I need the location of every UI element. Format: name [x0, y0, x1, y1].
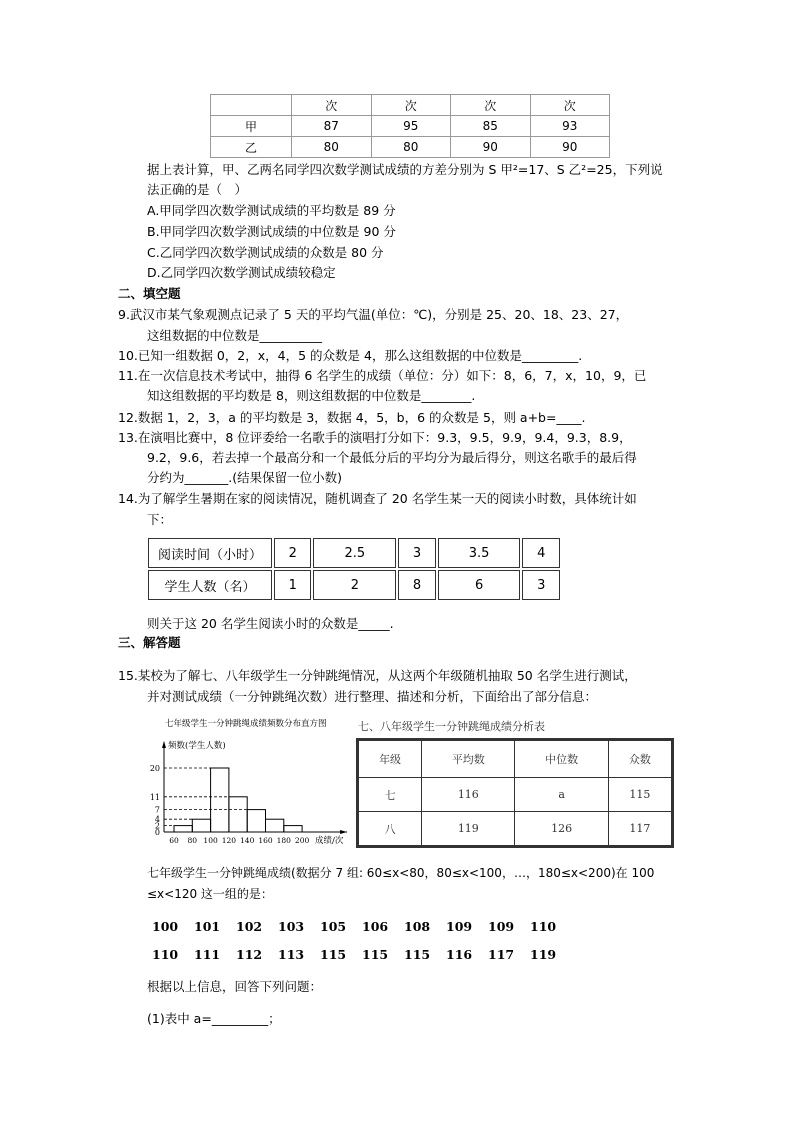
y-tick-label: 11: [149, 792, 160, 802]
histogram-bar: [247, 810, 265, 832]
histogram-chart: [140, 710, 355, 850]
data-value: 102: [236, 919, 263, 934]
data-row: [152, 946, 572, 964]
data-value: 109: [488, 919, 515, 934]
section-heading: 二、填空题: [118, 286, 181, 301]
data-value: 101: [194, 919, 221, 934]
data-value: 115: [404, 947, 431, 962]
data-value: 110: [152, 947, 179, 962]
y-axis-label: 频数(学生人数): [168, 741, 226, 751]
q8-text: 法正确的是（ ）: [147, 182, 248, 197]
data-value: 115: [320, 947, 347, 962]
q12: 12.数据 1，2，3，a 的平均数是 3，数据 4，5，b，6 的众数是 5，则 a+b=____.: [118, 410, 586, 425]
q10: 10.已知一组数据 0，2，x，4，5 的众数是 4，那么这组数据的中位数是_________.: [118, 348, 583, 363]
q9: 这组数据的中位数是__________: [147, 328, 323, 343]
q15-text: 七年级学生一分钟跳绳成绩(数据分 7 组: 60≤x<80，80≤x<100，…，180≤x<200)在 100: [147, 866, 655, 880]
data-value: 115: [362, 947, 389, 962]
data-value: 109: [446, 919, 473, 934]
q15: 15.某校为了解七、八年级学生一分钟跳绳情况，从这两个年级随机抽取 50 名学生进行测试，: [118, 668, 637, 683]
q11: 知这组数据的平均数是 8，则这组数据的中位数是________.: [147, 388, 476, 403]
q14-tail: 则关于这 20 名学生阅读小时的众数是_____.: [147, 616, 394, 631]
y-tick-label: 7: [154, 805, 160, 815]
y-tick-label: 2: [154, 821, 160, 831]
q8-option-a: A.甲同学四次数学测试成绩的平均数是 89 分: [147, 203, 396, 218]
histogram-bar: [266, 819, 284, 832]
x-tick-label: 120: [221, 836, 237, 845]
q15-ask: 根据以上信息，回答下列问题：: [147, 979, 323, 994]
chart-title: 七年级学生一分钟跳绳成绩频数分布直方图: [165, 719, 327, 729]
y-axis-arrow: [162, 741, 166, 748]
x-axis-arrow: [340, 830, 347, 834]
x-tick-label: 100: [203, 836, 218, 845]
y-tick-label: 4: [154, 815, 160, 825]
x-tick-label: 60: [169, 836, 179, 845]
q8-option-c: C.乙同学四次数学测试成绩的众数是 80 分: [147, 245, 384, 260]
score-table: 次 次 次 次 甲 87 95 85 93 乙 80 80 90 90: [210, 94, 610, 158]
histogram-bar: [211, 768, 229, 832]
data-value: 111: [194, 947, 221, 962]
y-tick-label: 0: [154, 828, 160, 837]
q14: 下：: [147, 512, 173, 527]
q14: 14.为了解学生暑期在家的阅读情况，随机调查了 20 名学生某一天的阅读小时数，具体统计如: [118, 491, 637, 506]
histogram-bar: [229, 797, 247, 832]
x-tick-label: 200: [294, 836, 310, 845]
reading-table: 阅读时间（小时） 2 2.5 3 3.5 4 学生人数（名） 1 2 8 6 3: [146, 536, 562, 602]
x-tick-label: 140: [240, 836, 255, 845]
data-value: 116: [446, 947, 473, 962]
data-value: 105: [320, 919, 347, 934]
analysis-table-title: 七、八年级学生一分钟跳绳成绩分析表: [358, 720, 545, 733]
q9: 9.武汉市某气象观测点记录了 5 天的平均气温(单位：℃)，分别是 25、20、18、23、27，: [118, 307, 629, 322]
data-value: 100: [152, 919, 179, 934]
q15-text: ≤x<120 这一组的是：: [147, 887, 273, 901]
data-value: 106: [362, 919, 389, 934]
histogram-bar: [284, 826, 302, 832]
q13: 9.2，9.6，若去掉一个最高分和一个最低分后的平均分为最后得分，则这名歌手的最后得: [147, 450, 637, 465]
data-value: 108: [404, 919, 431, 934]
section-heading: 三、解答题: [118, 635, 181, 650]
data-value: 112: [236, 947, 263, 962]
q15-part1: (1)表中 a=_________；: [147, 1011, 281, 1026]
q8-text: 据上表计算，甲、乙两名同学四次数学测试成绩的方差分别为 S 甲²=17、S 乙²=25，下列说: [147, 162, 663, 177]
data-value: 119: [530, 947, 557, 962]
q8-option-d: D.乙同学四次数学测试成绩较稳定: [147, 265, 336, 280]
x-tick-label: 160: [258, 836, 273, 845]
data-value: 110: [530, 919, 557, 934]
analysis-table: 年级 平均数 中位数 众数 七 116 a 115 八 119 126 117: [358, 740, 672, 846]
y-tick-label: 20: [149, 764, 160, 773]
q11: 11.在一次信息技术考试中，抽得 6 名学生的成绩（单位：分）如下：8，6，7，x，10，9，已: [118, 368, 647, 383]
q13: 分约为_______.(结果保留一位小数): [147, 470, 342, 485]
data-row: [152, 918, 572, 936]
histogram-bar: [192, 819, 210, 832]
q15: 并对测试成绩（一分钟跳绳次数）进行整理、描述和分析，下面给出了部分信息：: [147, 689, 598, 704]
x-tick-label: 180: [276, 836, 291, 845]
data-value: 113: [278, 947, 305, 962]
data-value: 117: [488, 947, 515, 962]
q8-option-b: B.甲同学四次数学测试成绩的中位数是 90 分: [147, 224, 396, 239]
data-value: 103: [278, 919, 305, 934]
x-axis-label: 成绩/次: [315, 836, 344, 846]
q13: 13.在演唱比赛中，8 位评委给一名歌手的演唱打分如下：9.3，9.5，9.9，9.4，9.3，8.9，: [118, 430, 632, 445]
histogram-bar: [174, 826, 192, 832]
x-tick-label: 80: [187, 836, 198, 845]
